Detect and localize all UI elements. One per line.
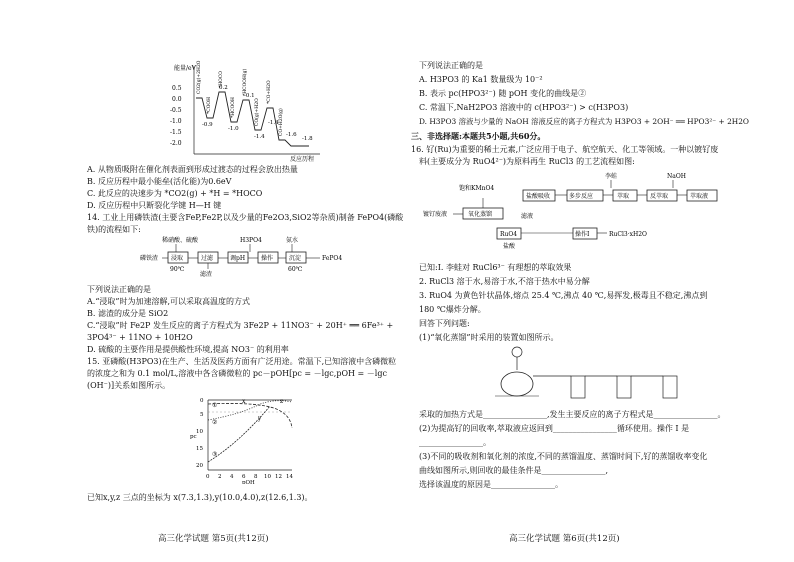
- level-label: -0.1: [244, 93, 255, 99]
- known-info: 180 ℃爆炸分解。: [419, 305, 486, 314]
- ytick: 15: [196, 446, 203, 452]
- xtick: 8: [254, 474, 258, 480]
- q16-stem: 16. 钌(Ru)为重要的稀土元素,广泛应用于电子、航空航天、化工等领域。一种以镀钌废: [411, 145, 719, 154]
- flow-step: 浸取: [171, 255, 184, 262]
- page-6: [397, 0, 794, 562]
- answer-intro: 回答下列问题:: [419, 319, 470, 328]
- species-label: *HOCO: [219, 71, 224, 88]
- q15-option-b: B. 表示 pc(HPO3²⁻) 随 pOH 变化的曲线是②: [419, 89, 587, 98]
- q13-option-b: B. 反应历程中最小能垒(活化能)为0.6eV: [87, 177, 232, 186]
- ytick: 20: [196, 463, 203, 469]
- flow-product: RuCl3·xH2O: [609, 231, 647, 238]
- q14-option-d: D. 硫酸的主要作用是提供酸性环境,提高 NO3⁻ 的利用率: [87, 345, 289, 354]
- q16-fill: 采取的加热方式是________________,发生主要反应的离子方程式是________________。: [419, 410, 726, 419]
- flow-op: 操作I: [575, 231, 590, 238]
- xtick: 6: [242, 474, 246, 480]
- flow-reagent: NaOH: [667, 173, 686, 180]
- flow-product: FePO4: [322, 255, 343, 262]
- xtick: 14: [286, 474, 293, 480]
- q14-stem: 14. 工业上用磷铁渣(主要含FeP,Fe2P,以及少量的Fe2O3,SiO2等杂质)制备 FePO4(磷酸: [87, 213, 404, 222]
- flow-step: 氧化蒸馏: [468, 211, 493, 218]
- q14-option-b: B. 滤渣的成分是 SiO2: [87, 309, 169, 318]
- known-info: 2. RuCl3 溶于水,易溶于水,不溶于热水中易分解: [419, 277, 590, 286]
- q14-option-c: C.“浸取”时 Fe2P 发生反应的离子方程式为 3Fe2P + 11NO3⁻ + 20H⁺ ══ 6Fe³⁺ +: [87, 321, 394, 330]
- known-info: 已知:I. 李蛙对 RuCl6³⁻ 有理想的萃取效果: [419, 263, 572, 272]
- section-heading: 三、非选择题:本题共5小题,共60分。: [411, 131, 546, 141]
- flow-temp: 60℃: [288, 266, 303, 273]
- curve-label: ③: [212, 451, 218, 458]
- q16-stem-cont: 料(主要成分为 RuO4²⁻)为原料再生 RuCl3 的工艺流程如图:: [419, 157, 635, 166]
- flow-reagent: 稀硝酸、硫酸: [162, 237, 199, 244]
- flow-reagent: 李蛙: [605, 173, 618, 180]
- level-label: -0.9: [202, 122, 213, 128]
- page-footer: 高三化学试题 第5页(共12页): [158, 534, 269, 544]
- ytick: -2.0: [170, 140, 182, 147]
- level-label: -1.4: [268, 120, 279, 126]
- level-label: -1.8: [302, 136, 313, 142]
- flow-diagram-14: [140, 234, 360, 278]
- flow-step: 操作: [261, 255, 274, 262]
- chart-ylabel: pc: [190, 434, 197, 440]
- q15-stem: 15. 亚磷酸(H3PO3)在生产、生活及医药方面有广泛用途。常温下,已知溶液中含磷微粒: [87, 357, 397, 366]
- curve-label: ①: [212, 402, 218, 409]
- xtick: 12: [275, 474, 282, 480]
- q16-fill: ________________。: [419, 438, 491, 447]
- ytick: 0.0: [172, 96, 182, 103]
- flow-step: 调pH: [230, 255, 246, 262]
- ytick: -0.5: [170, 107, 182, 114]
- xtick: 10: [264, 474, 271, 480]
- flow-reagent: H3PO4: [240, 237, 262, 244]
- ytick: -1.0: [170, 118, 182, 125]
- flow-step: 萃取: [617, 193, 630, 200]
- chart-point: y: [258, 415, 262, 422]
- q15-option-c: C. 常温下,NaH2PO3 溶液中的 c(HPO3²⁻) > c(H3PO3): [419, 103, 629, 112]
- chart-point: z: [280, 398, 284, 405]
- species-label: CO(g)+H2O: [255, 98, 260, 126]
- flow-hcl: 盐酸: [503, 243, 516, 250]
- flow-filter: 滤液: [521, 213, 534, 220]
- curve-label: ②: [212, 419, 218, 426]
- xtick: 4: [230, 474, 234, 480]
- q14-intro: 下列说法正确的是: [87, 285, 151, 294]
- q14-option-c-cont: 3PO4³⁻ + 11NO + 10H2O: [87, 333, 193, 342]
- flow-step: 多步反应: [569, 193, 594, 200]
- species-label: *CO+H2O: [267, 80, 272, 104]
- page-footer: 高三化学试题 第6页(共12页): [509, 534, 620, 544]
- flow-raw: 镀钌废液: [423, 211, 448, 218]
- q15-known: 已知x,y,z 三点的坐标为 x(7.3,1.3),y(10.0,4.0),z(12.6,1.3)。: [87, 493, 313, 502]
- q15-stem-cont: 的浓度之和为 0.1 mol/L,溶液中各含磷微粒的 pc－pOH[pc = －lgc,pOH = －lgc: [87, 369, 387, 378]
- flow-step: 沉淀: [289, 255, 302, 262]
- species-label: CO2(g)+2H2O: [197, 60, 202, 94]
- energy-diagram: [164, 58, 324, 162]
- q16-fill: 曲线如图所示,则回收的最佳条件是________________,: [419, 466, 609, 475]
- xtick: 2: [218, 474, 222, 480]
- xtick: 0: [206, 474, 210, 480]
- ytick: 10: [196, 429, 203, 435]
- ytick: 5: [200, 412, 204, 418]
- q13-option-d: D. 反应历程中只断裂化学键 H—H 键: [87, 201, 222, 210]
- q14-option-a: A.“浸取”时为加速溶解,可以采取高温度的方式: [87, 297, 251, 306]
- distillation-apparatus: [487, 346, 717, 404]
- chart-point: x: [242, 398, 246, 405]
- flow-diagram-16: [423, 170, 753, 250]
- chart-xlabel: pOH: [242, 480, 255, 484]
- ytick: 0: [200, 398, 204, 404]
- q15-stem-cont: (OH⁻)]关系如图所示。: [87, 381, 171, 390]
- q14-stem-cont: 铁)的流程如下:: [87, 225, 141, 234]
- flow-step: 盐酸吸收: [526, 193, 551, 200]
- q13-option-a: A. 从物质吸附在催化剂表面到形成过渡态的过程会放出热量: [87, 165, 298, 174]
- q15-intro: 下列说法正确的是: [419, 61, 483, 70]
- known-info: 3. RuO4 为黄色针状晶体,熔点 25.4 ℃,沸点 40 ℃,易挥发,极毒且不稳定,沸点到: [419, 291, 708, 300]
- flow-reagent: 氨水: [286, 237, 299, 244]
- pc-poh-chart: [190, 392, 300, 484]
- ytick: -1.5: [170, 129, 182, 136]
- flow-residue: 滤渣: [200, 271, 213, 278]
- species-label: CO+H2O(g): [279, 108, 284, 136]
- q15-option-d: D. H3PO3 溶液与少量的 NaOH 溶液反应的离子方程式为 H3PO3 + 2OH⁻ ══ HPO3²⁻ + 2H2O: [419, 117, 749, 126]
- q16-part-1: (1)“氧化蒸馏”时采用的装置如图所示。: [419, 333, 559, 342]
- level-label: 0.2: [219, 85, 228, 91]
- q16-fill: (2)为提高钌的回收率,萃取液应返回到________________循环使用。操作 I 是: [419, 424, 690, 433]
- ytick: 0.5: [172, 85, 182, 92]
- species-label: *HCOOH: [231, 97, 236, 118]
- q15-option-a: A. H3PO3 的 Ka1 数量级为 10⁻²: [419, 75, 543, 84]
- q16-fill: 选择该温度的原因是________________。: [419, 480, 563, 489]
- flow-step: 过滤: [201, 255, 214, 262]
- level-label: -1.6: [286, 132, 297, 138]
- level-label: -1.4: [254, 134, 265, 140]
- energy-xlabel: 反应历程: [290, 156, 315, 162]
- level-label: -1.0: [228, 126, 239, 132]
- species-label: *COOH: [207, 97, 212, 114]
- species-label: *HCOOH(g): [243, 68, 248, 96]
- flow-ruo4: RuO4: [500, 231, 518, 238]
- flow-step: 反萃取: [650, 193, 669, 200]
- q16-fill: (3)不同的吸收剂和氧化剂的浓度,不同的蒸馏温度、蒸馏时间下,钌的蒸馏收率变化: [419, 452, 708, 461]
- q13-option-c: C. 此反应的决速步为 *CO2(g) + *H = *HOCO: [87, 189, 263, 198]
- flow-reagent: 饱和KMnO4: [459, 185, 495, 192]
- flow-step: 萃取液: [690, 193, 709, 200]
- flow-raw: 磷铁渣: [140, 255, 159, 262]
- flow-temp: 90℃: [170, 266, 185, 273]
- energy-ylabel: 能量/eV: [174, 65, 196, 72]
